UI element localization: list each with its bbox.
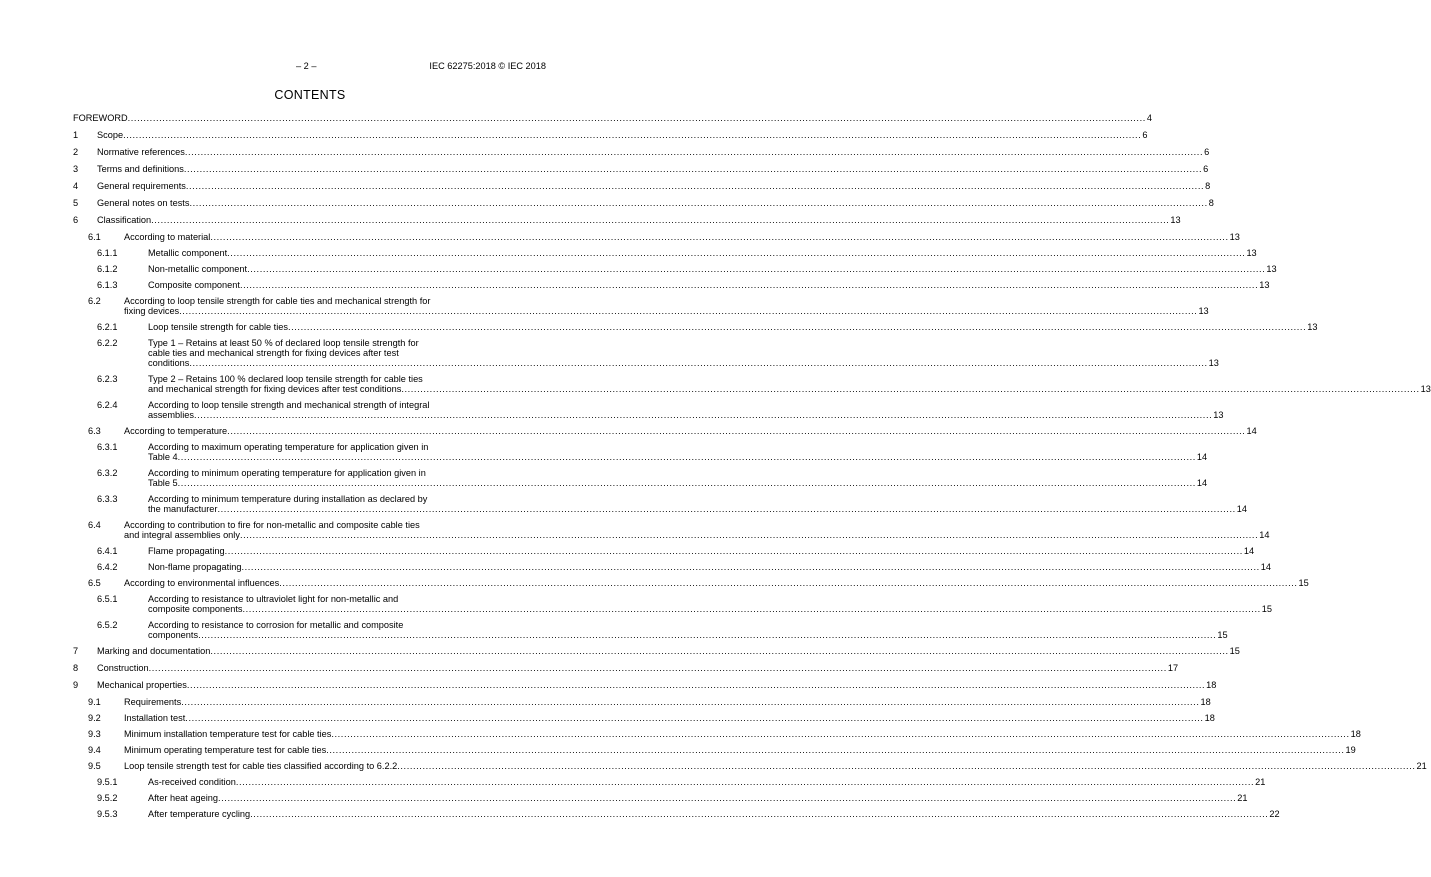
toc-entry-page: 18 bbox=[1200, 697, 1211, 707]
toc-entry-title: Construction bbox=[97, 663, 149, 673]
toc-entry-title: According to environmental influences bbox=[124, 578, 280, 588]
toc-entry-number: 9 bbox=[73, 680, 79, 690]
toc-entry[interactable] bbox=[73, 232, 1240, 242]
toc-entry-title: Table 5 bbox=[148, 478, 178, 488]
toc-entry-title: Classification bbox=[97, 215, 152, 225]
dot-leader bbox=[189, 198, 1207, 208]
toc-entry-page: 14 bbox=[1260, 562, 1271, 572]
dot-leader bbox=[218, 793, 1236, 803]
dot-leader bbox=[184, 164, 1202, 174]
toc-entry-number: 9.5.3 bbox=[97, 809, 118, 819]
toc-entry-number: 9.3 bbox=[88, 729, 101, 739]
toc-entry[interactable] bbox=[73, 663, 1179, 673]
toc-entry[interactable] bbox=[73, 578, 1309, 588]
toc-entry-page: 21 bbox=[1416, 761, 1427, 771]
toc-entry-title: cable ties and mechanical strength for fixing devices after test bbox=[148, 348, 399, 358]
toc-entry[interactable] bbox=[73, 426, 1257, 436]
toc-entry-title: According to temperature bbox=[124, 426, 228, 436]
dot-leader bbox=[240, 530, 1258, 540]
toc-entry[interactable] bbox=[73, 296, 1209, 316]
dot-leader bbox=[240, 280, 1258, 290]
toc-entry-page: 15 bbox=[1298, 578, 1309, 588]
toc-entry-title: Non-flame propagating bbox=[148, 562, 242, 572]
toc-entry-title: According to loop tensile strength for cable ties and mechanical strength for bbox=[124, 296, 431, 306]
toc-entry-title: According to minimum temperature during installation as declared by bbox=[148, 494, 428, 504]
toc-entry-page: 13 bbox=[1246, 248, 1257, 258]
toc-entry-title: Installation test bbox=[124, 713, 186, 723]
toc-entry-title: and integral assemblies only bbox=[124, 530, 240, 540]
dot-leader bbox=[210, 646, 1228, 656]
toc-entry-number: 6.4 bbox=[88, 520, 101, 530]
toc-entry-title: Mechanical properties bbox=[97, 680, 187, 690]
toc-entry[interactable] bbox=[73, 745, 1356, 755]
toc-entry-title: conditions bbox=[148, 358, 190, 368]
toc-entry-title: After heat ageing bbox=[148, 793, 218, 803]
toc-entry-title: As-received condition bbox=[148, 777, 236, 787]
dot-leader bbox=[185, 713, 1203, 723]
toc-entry-page: 21 bbox=[1237, 793, 1248, 803]
toc-entry[interactable] bbox=[73, 248, 1257, 258]
dot-leader bbox=[178, 452, 1196, 462]
toc-entry-number: 6.3 bbox=[88, 426, 101, 436]
toc-entry-title: General notes on tests bbox=[97, 198, 190, 208]
toc-entry[interactable] bbox=[73, 546, 1255, 556]
toc-entry-title: Requirements bbox=[124, 697, 182, 707]
dot-leader bbox=[397, 761, 1415, 771]
toc-entry[interactable] bbox=[73, 793, 1248, 803]
dot-leader bbox=[236, 777, 1254, 787]
toc-entry[interactable] bbox=[73, 594, 1272, 614]
toc-entry-page: 15 bbox=[1217, 630, 1228, 640]
toc-entry-title: the manufacturer bbox=[148, 504, 218, 514]
toc-entry-number: 6.2.3 bbox=[97, 374, 118, 384]
toc-entry-page: 13 bbox=[1170, 215, 1181, 225]
toc-entry-title: According to minimum operating temperature for application given in bbox=[148, 468, 426, 478]
toc-entry-title: According to resistance to corrosion for metallic and composite bbox=[148, 620, 404, 630]
toc-entry-title: Terms and definitions bbox=[97, 164, 184, 174]
toc-entry-number: 6.4.2 bbox=[97, 562, 118, 572]
toc-entry[interactable] bbox=[73, 809, 1280, 819]
toc-entry-number: 4 bbox=[73, 181, 79, 191]
toc-entry-number: 7 bbox=[73, 646, 79, 656]
dot-leader bbox=[149, 663, 1167, 673]
toc-entry[interactable] bbox=[73, 713, 1215, 723]
dot-leader bbox=[401, 384, 1419, 394]
toc-entry-page: 18 bbox=[1350, 729, 1361, 739]
toc-entry-title: According to resistance to ultraviolet light for non-metallic and bbox=[148, 594, 399, 604]
toc-entry-page: 13 bbox=[1229, 232, 1240, 242]
toc-entry-number: 6.5.1 bbox=[97, 594, 118, 604]
toc-entry-title: Non-metallic component bbox=[148, 264, 248, 274]
toc-entry[interactable] bbox=[73, 442, 1208, 462]
toc-entry-title: Flame propagating bbox=[148, 546, 225, 556]
toc-entry[interactable] bbox=[73, 680, 1217, 690]
toc-entry[interactable] bbox=[73, 164, 1209, 174]
toc-entry-page: 13 bbox=[1208, 358, 1219, 368]
dot-leader bbox=[279, 578, 1297, 588]
toc-entry-page: 19 bbox=[1345, 745, 1356, 755]
dot-leader bbox=[227, 248, 1245, 258]
dot-leader bbox=[326, 745, 1344, 755]
dot-leader bbox=[194, 410, 1212, 420]
toc-entry-title: Type 2 – Retains 100 % declared loop tensile strength for cable ties bbox=[148, 374, 423, 384]
toc-entry-title: FOREWORD bbox=[73, 113, 128, 123]
toc-entry-title: Minimum operating temperature test for cable ties bbox=[124, 745, 327, 755]
toc-entry[interactable] bbox=[73, 374, 1431, 394]
toc-entry-page: 4 bbox=[1146, 113, 1153, 123]
toc-entry-title: components bbox=[148, 630, 199, 640]
toc-entry-number: 9.2 bbox=[88, 713, 101, 723]
toc-entry-title: and mechanical strength for fixing devices after test conditions bbox=[148, 384, 402, 394]
toc-entry-page: 13 bbox=[1307, 322, 1318, 332]
toc-entry-number: 6.5.2 bbox=[97, 620, 118, 630]
toc-entry[interactable] bbox=[73, 215, 1181, 225]
toc-entry-page: 13 bbox=[1213, 410, 1224, 420]
dot-leader bbox=[151, 215, 1169, 225]
dot-leader bbox=[123, 130, 1141, 140]
toc-entry-page: 6 bbox=[1204, 147, 1210, 157]
toc-entry-number: 9.5.2 bbox=[97, 793, 118, 803]
toc-entry-title: Composite component bbox=[148, 280, 240, 290]
dot-leader bbox=[217, 504, 1235, 514]
toc-entry-page: 17 bbox=[1167, 663, 1179, 673]
toc-entry-title: Scope bbox=[97, 130, 124, 140]
toc-entry-number: 6.2 bbox=[88, 296, 101, 306]
dot-leader bbox=[189, 358, 1207, 368]
toc-entry[interactable] bbox=[73, 562, 1271, 572]
dot-leader bbox=[186, 181, 1204, 191]
toc-entry-number: 8 bbox=[73, 663, 79, 673]
toc-entry-number: 6.1.2 bbox=[97, 264, 118, 274]
toc-entry-number: 6.2.1 bbox=[97, 322, 118, 332]
toc-entry-number: 6.3.2 bbox=[97, 468, 118, 478]
document-reference: IEC 62275:2018 © IEC 2018 bbox=[429, 61, 546, 71]
dot-leader bbox=[178, 478, 1196, 488]
toc-entry[interactable] bbox=[73, 113, 1153, 123]
toc-entry[interactable] bbox=[73, 322, 1318, 332]
toc-entry-number: 9.5 bbox=[88, 761, 101, 771]
toc-entry-title: Type 1 – Retains at least 50 % of declared loop tensile strength for bbox=[148, 338, 419, 348]
toc-entry-number: 6.2.4 bbox=[97, 400, 118, 410]
toc-entry-page: 14 bbox=[1243, 546, 1255, 556]
toc-entry-page: 13 bbox=[1420, 384, 1431, 394]
toc-entry-page: 18 bbox=[1206, 680, 1217, 690]
toc-entry-number: 9.1 bbox=[88, 697, 101, 707]
toc-entry[interactable] bbox=[73, 494, 1247, 514]
dot-leader bbox=[242, 604, 1260, 614]
toc-entry-page: 8 bbox=[1208, 198, 1214, 208]
dot-leader bbox=[185, 147, 1203, 157]
toc-entry-page: 8 bbox=[1205, 181, 1211, 191]
dot-leader bbox=[247, 264, 1265, 274]
toc-entry-number: 6.3.3 bbox=[97, 494, 118, 504]
toc-entry[interactable] bbox=[73, 520, 1270, 540]
toc-entry-page: 15 bbox=[1229, 646, 1240, 656]
dot-leader bbox=[241, 562, 1259, 572]
dot-leader bbox=[331, 729, 1349, 739]
toc-entry-number: 2 bbox=[73, 147, 79, 157]
dot-leader bbox=[179, 306, 1197, 316]
toc-entry-title: Minimum installation temperature test for cable ties bbox=[124, 729, 332, 739]
toc-entry-title: According to contribution to fire for non-metallic and composite cable ties bbox=[124, 520, 420, 530]
dot-leader bbox=[128, 113, 1146, 123]
toc-entry-title: According to loop tensile strength and mechanical strength of integral bbox=[148, 400, 430, 410]
toc-entry-number: 6.1.3 bbox=[97, 280, 118, 290]
toc-entry-page: 13 bbox=[1259, 280, 1270, 290]
toc-entry-title: After temperature cycling bbox=[148, 809, 251, 819]
toc-entry-page: 6 bbox=[1142, 130, 1148, 140]
toc-entry-title: Marking and documentation bbox=[97, 646, 211, 656]
toc-entry-title: composite components bbox=[148, 604, 243, 614]
toc-entry[interactable] bbox=[73, 761, 1427, 771]
toc-entry-title: Metallic component bbox=[148, 248, 228, 258]
dot-leader bbox=[227, 426, 1245, 436]
toc-entry-title: Loop tensile strength test for cable ties classified according to 6.2.2 bbox=[124, 761, 398, 771]
toc-entry[interactable] bbox=[73, 777, 1266, 787]
toc-entry-number: 3 bbox=[73, 164, 79, 174]
toc-entry-page: 13 bbox=[1266, 264, 1277, 274]
toc-entry-page: 21 bbox=[1255, 777, 1266, 787]
toc-entry-title: According to maximum operating temperature for application given in bbox=[148, 442, 429, 452]
toc-entry[interactable] bbox=[73, 280, 1270, 290]
toc-entry[interactable] bbox=[73, 198, 1214, 208]
toc-entry-number: 9.5.1 bbox=[97, 777, 118, 787]
dot-leader bbox=[250, 809, 1268, 819]
toc-entry-page: 18 bbox=[1204, 713, 1215, 723]
toc-entry-title: Table 4 bbox=[148, 452, 178, 462]
toc-entry-page: 14 bbox=[1196, 478, 1208, 488]
toc-entry[interactable] bbox=[73, 729, 1361, 739]
dot-leader bbox=[288, 322, 1306, 332]
toc-entry-page: 14 bbox=[1196, 452, 1208, 462]
toc-entry-number: 9.4 bbox=[88, 745, 101, 755]
toc-entry[interactable] bbox=[73, 338, 1219, 368]
toc-entry[interactable] bbox=[73, 400, 1224, 420]
toc-entry[interactable] bbox=[73, 620, 1228, 640]
page-number: – 2 – bbox=[296, 61, 317, 71]
page-title: CONTENTS bbox=[274, 88, 346, 102]
toc-entry-page: 14 bbox=[1236, 504, 1247, 514]
toc-entry-number: 6 bbox=[73, 215, 79, 225]
toc-entry-number: 6.5 bbox=[88, 578, 101, 588]
toc-entry-number: 6.4.1 bbox=[97, 546, 118, 556]
toc-entry-title: assemblies bbox=[148, 410, 194, 420]
toc-entry-page: 14 bbox=[1246, 426, 1257, 436]
toc-entry[interactable] bbox=[73, 697, 1211, 707]
toc-entry[interactable] bbox=[73, 181, 1211, 191]
toc-entry[interactable] bbox=[73, 264, 1277, 274]
toc-entry-page: 14 bbox=[1259, 530, 1270, 540]
toc-entry[interactable] bbox=[73, 130, 1148, 140]
toc-entry[interactable] bbox=[73, 646, 1240, 656]
toc-entry-title: Normative references bbox=[97, 147, 185, 157]
toc-entry-number: 6.2.2 bbox=[97, 338, 118, 348]
toc-entry[interactable] bbox=[73, 468, 1208, 488]
dot-leader bbox=[181, 697, 1199, 707]
toc-entry[interactable] bbox=[73, 147, 1210, 157]
dot-leader bbox=[187, 680, 1205, 690]
toc-entry-number: 6.3.1 bbox=[97, 442, 118, 452]
toc-entry-page: 13 bbox=[1198, 306, 1209, 316]
toc-entry-number: 6.1 bbox=[88, 232, 101, 242]
toc-entry-number: 5 bbox=[73, 198, 79, 208]
dot-leader bbox=[210, 232, 1228, 242]
toc-entry-title: According to material bbox=[124, 232, 211, 242]
toc-entry-page: 22 bbox=[1269, 809, 1280, 819]
toc-entry-page: 6 bbox=[1203, 164, 1209, 174]
toc-entry-number: 6.1.1 bbox=[97, 248, 118, 258]
toc-entry-title: fixing devices bbox=[124, 306, 180, 316]
toc-entry-title: General requirements bbox=[97, 181, 186, 191]
toc-entry-number: 1 bbox=[73, 130, 79, 140]
table-of-contents bbox=[73, 113, 1431, 825]
dot-leader bbox=[225, 546, 1243, 556]
toc-entry-page: 15 bbox=[1261, 604, 1272, 614]
dot-leader bbox=[198, 630, 1216, 640]
toc-entry-title: Loop tensile strength for cable ties bbox=[148, 322, 288, 332]
